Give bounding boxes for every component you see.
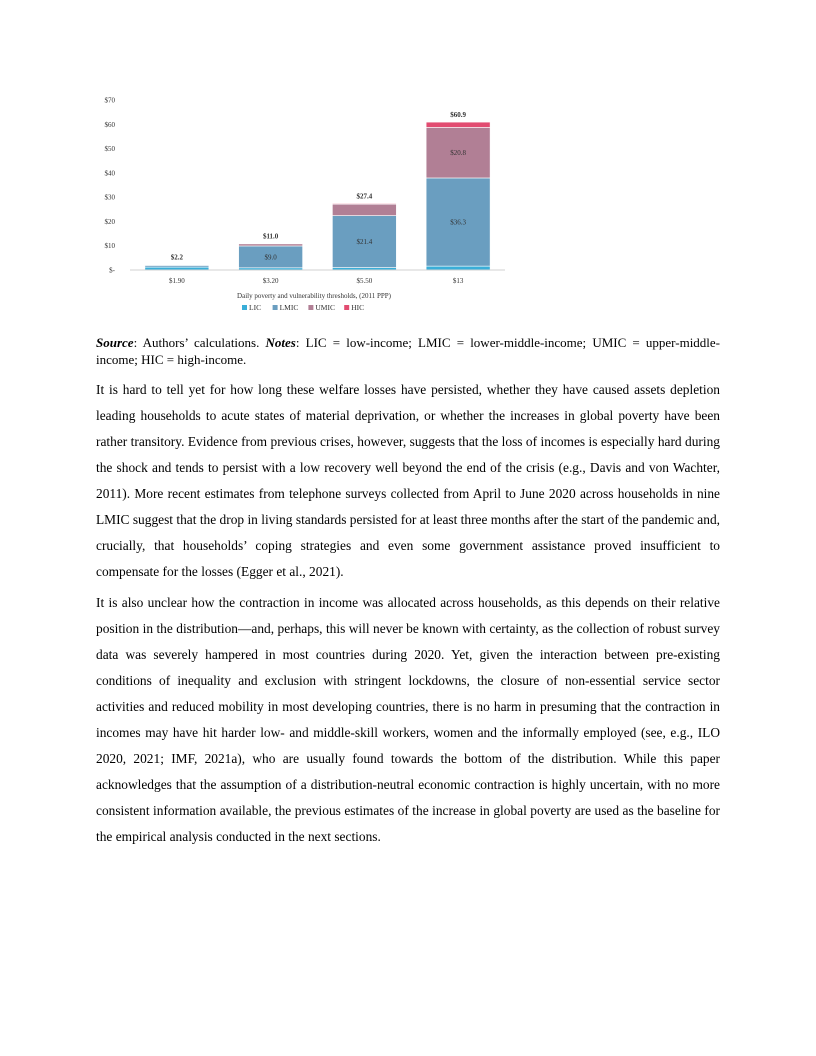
bar-segment-hic bbox=[145, 265, 209, 266]
y-tick-label: $60 bbox=[104, 120, 115, 129]
bars bbox=[145, 111, 490, 270]
bar-total-label: $2.2 bbox=[170, 253, 183, 262]
bar-total-label: $60.9 bbox=[450, 111, 466, 120]
bar-segment-hic bbox=[426, 122, 490, 127]
y-tick-label: $50 bbox=[104, 145, 115, 154]
figure-caption bbox=[96, 334, 720, 368]
body-paragraph: It is also unclear how the contraction in income was allocated across households, as this depends on their relative position in the distribution—and, perhaps, this will never be known with certainty, as the collection of robust survey data was severely hampered in most countries during 2020. Yet, given the interaction between pre-existing conditions of inequality and exclusion with stringent lockdowns, the closure of non-essential service sector activities and reduced mobility in most developing countries, there is no harm in presuming that the contraction in incomes may have hit harder low- and middle-skill workers, women and the informally employed (see, e.g., ILO 2020, 2021; IMF, 2021a), who are usually found towards the bottom of the distribution. While this paper acknowledges that the assumption of a distribution-neutral economic contraction is highly uncertain, with no more consistent information available, the previous estimates of the increase in global poverty are used as the baseline for the empirical analysis conducted in the next sections. bbox=[96, 595, 720, 844]
stacked-bar-chart bbox=[90, 88, 520, 328]
legend-label-lic: LIC bbox=[249, 303, 262, 312]
bar-segment-label: $20.8 bbox=[450, 149, 466, 158]
bar-segment-label: $9.0 bbox=[264, 253, 277, 262]
source-label: Source bbox=[96, 335, 134, 350]
bar-segment-hic bbox=[332, 203, 396, 204]
x-tick-label: $3.20 bbox=[262, 277, 279, 285]
legend-label-umic: UMIC bbox=[315, 303, 335, 312]
legend-label-hic: HIC bbox=[351, 303, 365, 312]
bar-total-label: $27.4 bbox=[356, 192, 373, 201]
y-tick-label: $10 bbox=[104, 242, 115, 251]
x-tick-label: $1.90 bbox=[169, 277, 185, 285]
x-axis bbox=[130, 270, 505, 285]
x-axis-title: Daily poverty and vulnerability thresholds, (2011 PPP) bbox=[237, 292, 391, 300]
y-tick-label: $40 bbox=[104, 169, 115, 178]
y-tick-label: $20 bbox=[104, 217, 115, 226]
bar-segment-label: $36.3 bbox=[450, 218, 466, 227]
legend-swatch-lmic bbox=[273, 305, 278, 310]
y-axis bbox=[105, 97, 116, 275]
x-tick-label: $5.50 bbox=[356, 277, 373, 285]
body-paragraph: It is hard to tell yet for how long these welfare losses have persisted, whether they have caused assets depletion leading households to acute states of material deprivation, or whether the increases in global poverty have been rather transitory. Evidence from previous crises, however, suggests that the loss of incomes is especially hard during the shock and tends to persist with a low recovery well beyond the end of the crisis (e.g., Davis and von Wachter, 2011). More recent estimates from telephone surveys collected from April to June 2020 across households in nine LMIC suggest that the drop in living standards persisted for at least three months after the start of the pandemic and, crucially, that households’ coping strategies and even some government assistance proved insufficient to compensate for the losses (Egger et al., 2021). bbox=[96, 382, 720, 579]
chart-legend bbox=[242, 303, 364, 312]
bar-segment-label: $21.4 bbox=[356, 238, 373, 247]
y-tick-label: $70 bbox=[104, 96, 115, 105]
bar-segment-lic bbox=[426, 266, 490, 270]
bar-segment-umic bbox=[332, 204, 396, 215]
legend-swatch-umic bbox=[308, 305, 313, 310]
notes-text: : LIC = low-income; LMIC = lower-middle-income; UMIC = upper-middle-income; HIC = high-income. bbox=[96, 335, 721, 367]
y-tick-label: $30 bbox=[104, 193, 115, 202]
source-text: : Authors’ calculations. bbox=[133, 335, 266, 350]
y-tick-label: $- bbox=[109, 266, 115, 275]
notes-label: Notes bbox=[265, 335, 296, 350]
x-tick-label: $13 bbox=[452, 277, 464, 285]
bar-segment-hic bbox=[239, 243, 303, 244]
legend-swatch-lic bbox=[242, 305, 247, 310]
legend-swatch-hic bbox=[344, 305, 349, 310]
bar-total-label: $11.0 bbox=[262, 232, 279, 241]
legend-label-lmic: LMIC bbox=[279, 303, 299, 312]
